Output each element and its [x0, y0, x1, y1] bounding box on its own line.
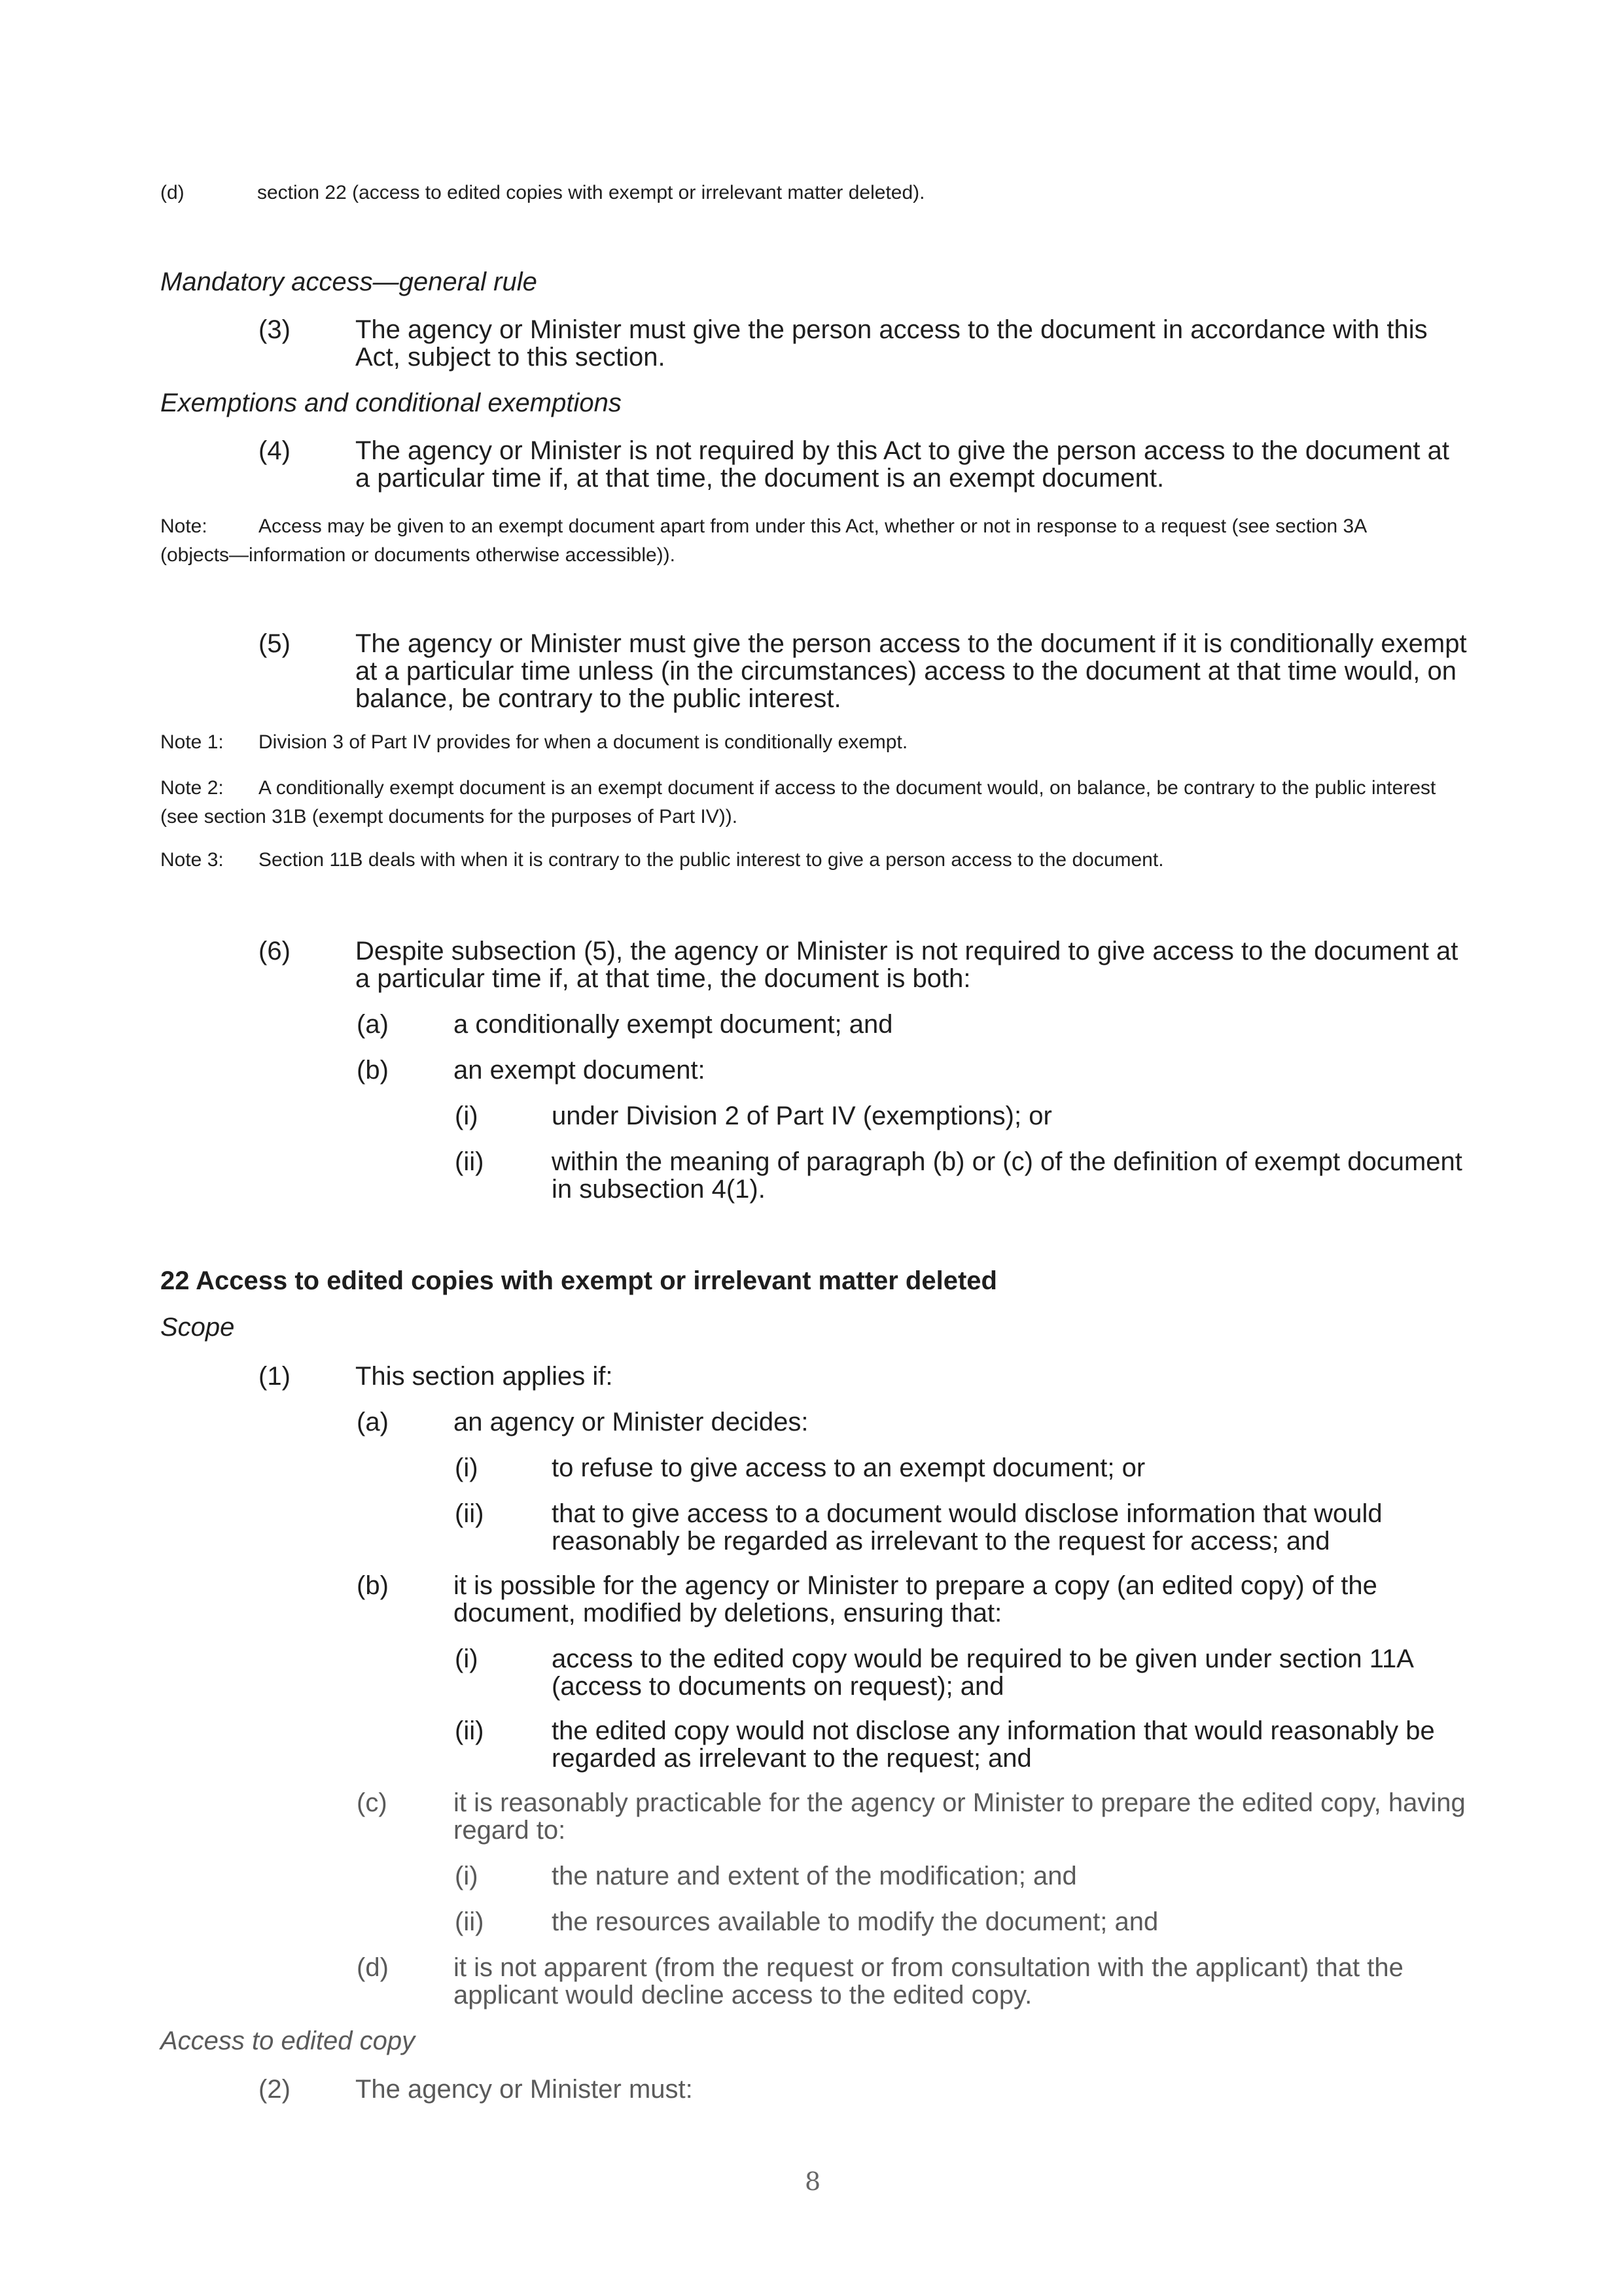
- paragraph-text: an agency or Minister decides:: [453, 1408, 809, 1436]
- subparagraph-label: (ii): [455, 1907, 484, 1936]
- item-text: section 22 (access to edited copies with exempt or irrelevant matter deleted).: [257, 182, 925, 203]
- note-label: Note:: [160, 515, 207, 537]
- item-label: (d): [160, 182, 185, 203]
- subsection-text: Despite subsection (5), the agency or Minister is not required to give access to the document at a particular time if, at that time, the document is both:: [355, 937, 1458, 993]
- subheading-access-edited-copy: Access to edited copy: [160, 2026, 415, 2055]
- note-3: [160, 846, 1436, 875]
- subsection-number: (5): [258, 629, 291, 658]
- note-label: Note 3:: [160, 849, 224, 871]
- subparagraph-text: the resources available to modify the document; and: [552, 1907, 1159, 1936]
- subheading-scope: Scope: [160, 1313, 235, 1342]
- subsection-text: This section applies if:: [355, 1362, 613, 1391]
- note-s4: [160, 512, 1436, 570]
- subparagraph-text: under Division 2 of Part IV (exemptions); or: [552, 1102, 1052, 1130]
- subsection-number: (1): [258, 1362, 291, 1391]
- subparagraph-label: (ii): [455, 1499, 484, 1528]
- subsection-number: (6): [258, 937, 291, 965]
- page-number: 8: [805, 2167, 821, 2196]
- subparagraph-text: the edited copy would not disclose any information that would reasonably be regarded as irrelevant to the request; and: [552, 1716, 1435, 1773]
- subparagraph-label: (i): [455, 1862, 478, 1890]
- paragraph-text: it is reasonably practicable for the agency or Minister to prepare the edited copy, having regard to:: [453, 1788, 1466, 1845]
- subsection-number: (4): [258, 436, 291, 465]
- paragraph-text: it is not apparent (from the request or from consultation with the applicant) that the applicant would decline access to the edited copy.: [453, 1953, 1403, 2009]
- subparagraph-text: to refuse to give access to an exempt document; or: [552, 1453, 1146, 1482]
- note-1: [160, 728, 1436, 757]
- subsection-text: The agency or Minister is not required by this Act to give the person access to the document at a particular time if, at that time, the document is an exempt document.: [355, 436, 1449, 493]
- section-22-heading: 22 Access to edited copies with exempt or irrelevant matter deleted: [160, 1266, 997, 1295]
- paragraph-label: (c): [357, 1788, 387, 1817]
- paragraph-text: an exempt document:: [453, 1056, 705, 1085]
- paragraph-label: (b): [357, 1571, 389, 1600]
- subparagraph-label: (ii): [455, 1147, 484, 1176]
- paragraph-label: (d): [357, 1953, 389, 1982]
- subparagraph-label: (ii): [455, 1716, 484, 1745]
- note-text: A conditionally exempt document is an exempt document if access to the document would, on balance, be contrary to the public interest (see section 31B (exempt documents for the purposes of Part IV)).: [160, 777, 1436, 827]
- subparagraph-label: (i): [455, 1102, 478, 1130]
- note-text: Division 3 of Part IV provides for when a document is conditionally exempt.: [258, 731, 908, 753]
- paragraph-text: it is possible for the agency or Minister to prepare a copy (an edited copy) of the document, modified by deletions, ensuring that:: [453, 1571, 1377, 1627]
- subsection-text: The agency or Minister must give the person access to the document in accordance with this Act, subject to this section.: [355, 315, 1428, 372]
- note-label: Note 1:: [160, 731, 224, 753]
- subparagraph-label: (i): [455, 1644, 478, 1673]
- subparagraph-text: within the meaning of paragraph (b) or (c) of the definition of exempt document in subsection 4(1).: [552, 1147, 1462, 1204]
- paragraph-label: (a): [357, 1408, 389, 1436]
- note-2: [160, 774, 1436, 831]
- paragraph-text: a conditionally exempt document; and: [453, 1010, 893, 1039]
- subsection-number: (2): [258, 2075, 291, 2104]
- subsection-text: The agency or Minister must:: [355, 2075, 693, 2104]
- paragraph-label: (a): [357, 1010, 389, 1039]
- subheading-exemptions: Exemptions and conditional exemptions: [160, 389, 622, 417]
- subheading-mandatory-access: Mandatory access—general rule: [160, 268, 537, 296]
- paragraph-label: (b): [357, 1056, 389, 1085]
- subparagraph-text: the nature and extent of the modification; and: [552, 1862, 1077, 1890]
- note-label: Note 2:: [160, 777, 224, 799]
- subparagraph-label: (i): [455, 1453, 478, 1482]
- note-text: Section 11B deals with when it is contrary to the public interest to give a person access to the document.: [258, 849, 1164, 871]
- subparagraph-text: access to the edited copy would be required to be given under section 11A (access to documents on request); and: [552, 1644, 1413, 1701]
- subsection-text: The agency or Minister must give the person access to the document if it is conditionally exempt at a particular time unless (in the circumstances) access to the document at that time would, on balance, be contrary to the public interest.: [355, 629, 1467, 713]
- subsection-number: (3): [258, 315, 291, 344]
- subparagraph-text: that to give access to a document would disclose information that would reasonably be regarded as irrelevant to the request for access; and: [552, 1499, 1383, 1556]
- note-text: Access may be given to an exempt document apart from under this Act, whether or not in response to a request (see section 3A (objects—information or documents otherwise accessible)).: [160, 515, 1366, 566]
